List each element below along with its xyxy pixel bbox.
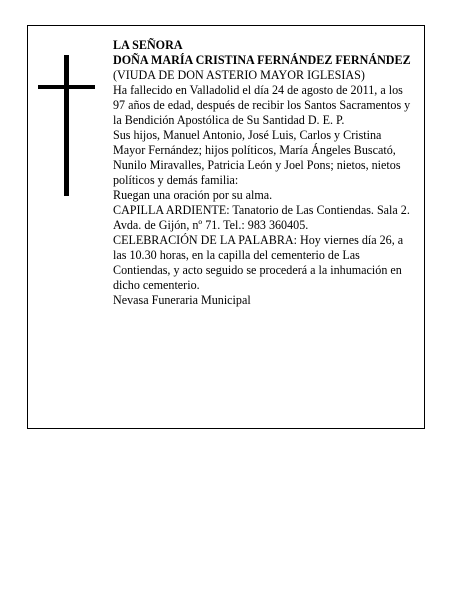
cross-horizontal-bar bbox=[38, 85, 95, 89]
funeral-home: Nevasa Funeraria Municipal bbox=[113, 293, 251, 307]
family-paragraph: Sus hijos, Manuel Antonio, José Luis, Carlos y Cristina Mayor Fernández; hijos políticos, María Ángeles Buscató, Nunilo Miravalles, Patricia León y Joel Pons; nietos, nietos políticos y demás familia: bbox=[113, 128, 401, 187]
ceremony-info: CELEBRACIÓN DE LA PALABRA: Hoy viernes día 26, a las 10.30 horas, en la capilla del cementerio de Las Contiendas, y acto seguido se procederá a la inhumación en dicho cementerio. bbox=[113, 233, 404, 292]
death-statement: Ha fallecido en Valladolid el día 24 de agosto de 2011, a los 97 años de edad, después de recibir los Santos Sacramentos y la Bendición Apostólica de Su Santidad D. E. P. bbox=[113, 83, 411, 127]
prayer-request: Ruegan una oración por su alma. bbox=[113, 188, 273, 202]
deceased-name: DOÑA MARÍA CRISTINA FERNÁNDEZ FERNÁNDEZ bbox=[113, 53, 411, 67]
chapel-info: CAPILLA ARDIENTE: Tanatorio de Las Contiendas. Sala 2. Avda. de Gijón, nº 71. Tel.: 983 360405. bbox=[113, 203, 410, 232]
cross-vertical-bar bbox=[64, 55, 69, 196]
obituary-text bbox=[113, 38, 413, 308]
widow-of: (VIUDA DE DON ASTERIO MAYOR IGLESIAS) bbox=[113, 68, 365, 82]
header-title: LA SEÑORA bbox=[113, 38, 183, 52]
